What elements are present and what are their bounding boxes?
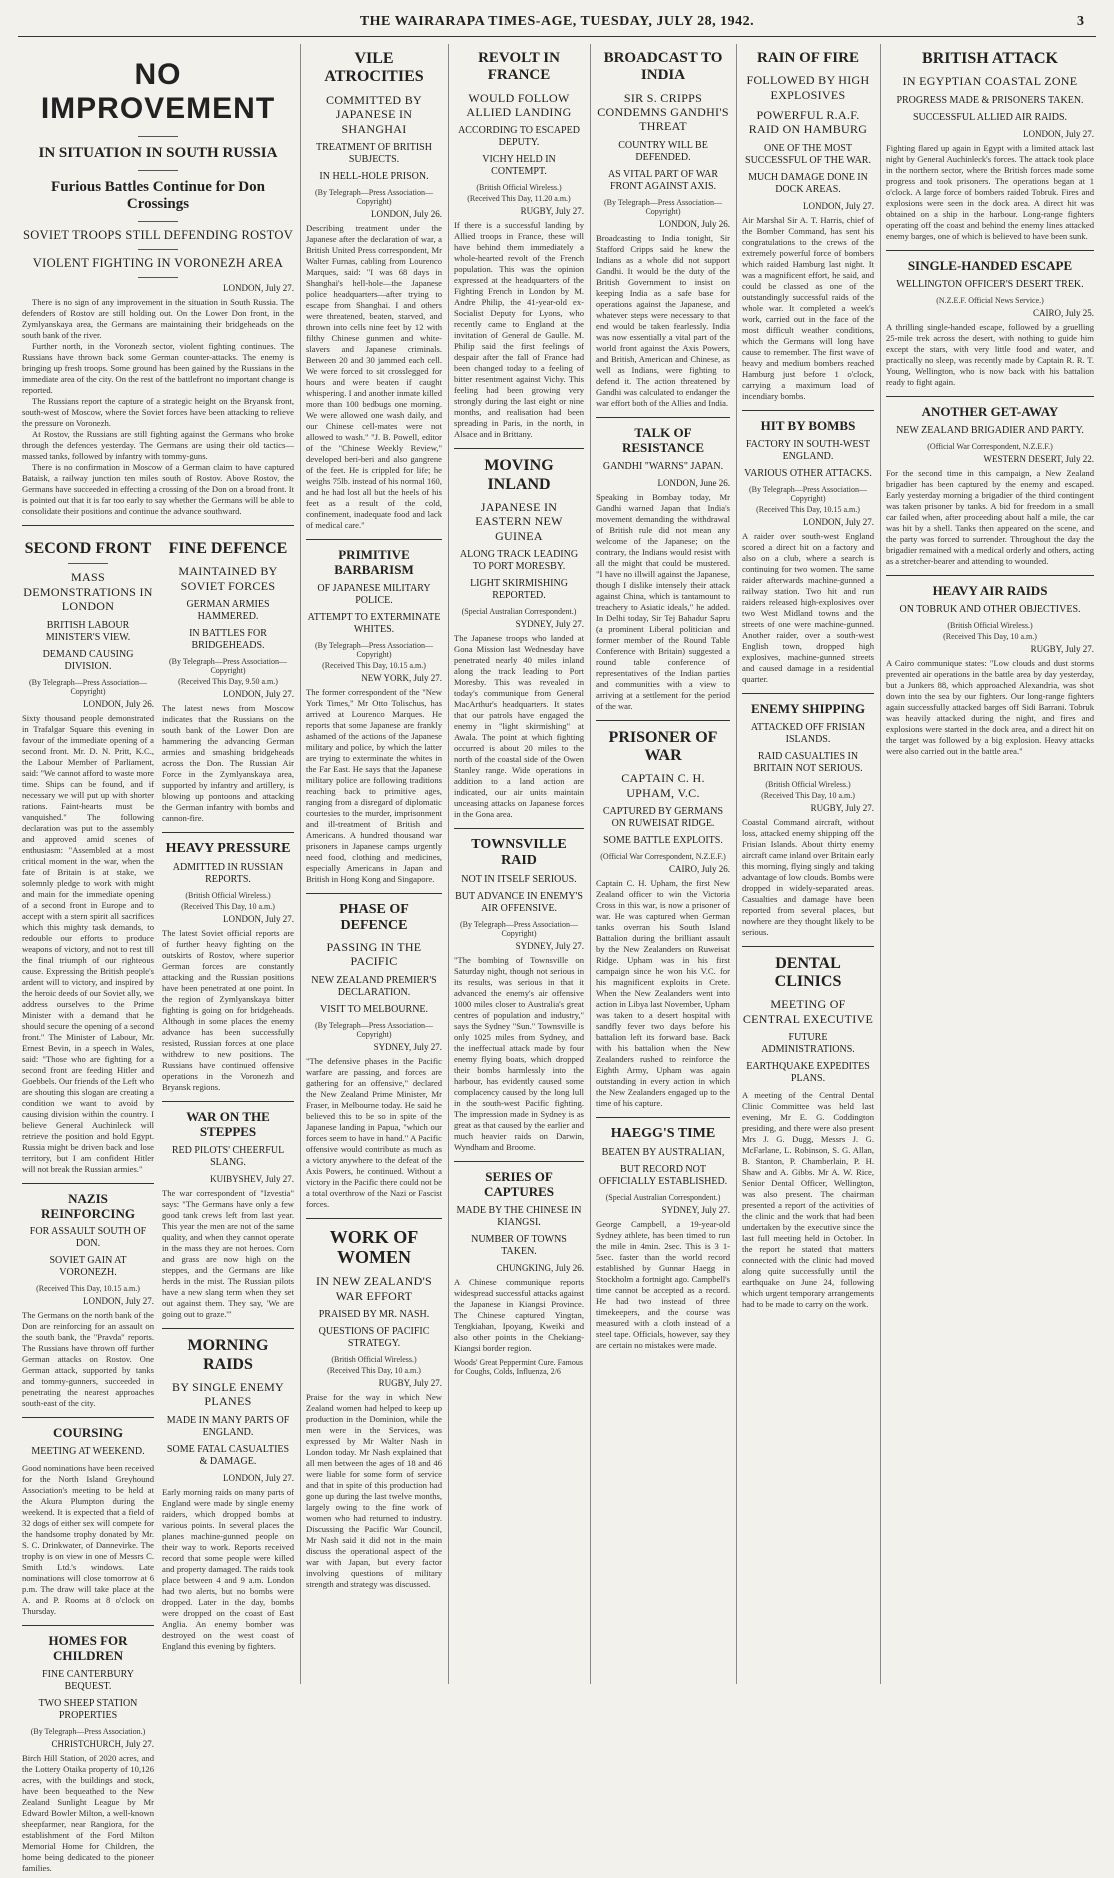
credit: (By Telegraph—Press Association—Copyright) [460,920,578,939]
headline-heavy-pressure: HEAVY PRESSURE [165,841,291,857]
article-body: Birch Hill Station, of 2020 acres, and the Lottery Otaika property of 10,126 acres, with the buildings and stock, have been bequeathed to the New Zealand Sunlight League by Mr Edward Bowler Milton, a well-known sheepfarmer, near Rangiora, for the establishment of the Ford Milton Memorial Home for Children, the home being dedicated to the pioneer families. [22,1753,154,1874]
divider [138,249,178,250]
dateline: SYDNEY, July 27. [373,1041,442,1052]
section-rule [742,410,874,411]
paragraph: At Rostov, the Russians are still fighting against the Germans who broke through the defences yesterday. The Germans are using their old tactics—massed tanks, followed by infantry with tommy-guns. [22,429,294,461]
section-rule [596,417,730,418]
dateline: SYDNEY, July 27. [661,1205,730,1216]
headline-primitive: PRIMITIVE BARBARISM [334,546,414,577]
credit: (By Telegraph—Press Association—Copyright) [315,1020,433,1039]
headline-moving-inland: MOVING INLAND [484,457,554,493]
subhead: MEETING OF CENTRAL EXECUTIVE [742,997,874,1026]
headline-rain-of-fire: RAIN OF FIRE [757,50,859,66]
dateline: LONDON, June 26. [657,477,730,488]
section-rule [162,1328,294,1329]
headline-fine-defence: FINE DEFENCE [168,540,288,557]
column-rule [736,44,737,1684]
subhead: VISIT TO MELBOURNE. [319,1003,429,1015]
headline-steppes: WAR ON THE STEPPES [186,1109,270,1140]
credit: (British Official Wireless.) [331,1354,417,1364]
subhead: FACTORY IN SOUTH-WEST ENGLAND. [745,438,871,462]
subhead: RED PILOTS' CHEERFUL SLANG. [171,1145,285,1169]
subhead: IN BATTLES FOR BRIDGEHEADS. [189,628,267,652]
divider [68,563,108,564]
column-rule [880,44,881,1684]
headline-second-front: SECOND FRONT [24,540,152,557]
dateline: LONDON, July 27. [1023,128,1094,139]
headline-heavy-air-raids: HEAVY AIR RAIDS [932,582,1048,598]
article-body: The latest Soviet official reports are of further heavy fighting on the outskirts of Rostov, where superior German forces are constantly attacking and the Russian positions have been penetrated at one point. In the region of Zymlyanskaya bitter fighting is going on for bridgeheads. Although in some places the enemy advance has been successfully resisted, Russian forces at one place withdrew to new positions. The Russians have continued offensive operations in the Voronezh and Bryansk regions. [162,928,294,1093]
headline-talk-of-resistance: TALK OF RESISTANCE [621,424,705,455]
headline-no-improvement: NO IMPROVEMENT [40,58,276,125]
section-rule [742,946,874,947]
divider [138,136,178,137]
section-rule [886,250,1094,251]
article-body: The Germans on the north bank of the Don are reinforcing for an assault on the south bank, the "Pravda" reports. The Russians have thrown off further German attacks on Rostov. One German attack, supported by tanks and tommy-gunners, succeeded in penetrating the nearest approaches south-east of the city. [22,1310,154,1409]
column-5 [596,44,730,1684]
section-rule [306,539,442,540]
subhead: VICHY HELD IN CONTEMPT. [482,154,556,178]
article-body: "The defensive phases in the Pacific warfare are passing, and forces are gathering for an offensive," declared the New Zealand Prime Minister, Mr Fraser, in Melbourne today. He said he believed this to be so in spite of the Japanese landing in Papua, "which our forces seem to have in hand." A Pacific offensive would contribute as much as a victory anywhere to the defeat of the Axis Powers, he continued. Without a victory in the Pacific there could not be a total overthrow of the Nazi or Fascist forces. [306,1055,442,1209]
subhead: POWERFUL R.A.F. RAID ON HAMBURG [748,108,868,137]
subhead: CAPTURED BY GERMANS ON RUWEISAT RIDGE. [602,806,724,830]
subhead: CAPTAIN C. H. UPHAM, V.C. [621,771,705,800]
dateline: LONDON, July 26. [659,218,730,229]
dateline: LONDON, July 26. [371,208,442,219]
subhead: QUESTIONS OF PACIFIC STRATEGY. [318,1325,430,1349]
dateline: SYDNEY, July 27. [515,619,584,630]
subhead: BUT RECORD NOT OFFICIALLY ESTABLISHED. [598,1164,728,1188]
credit: (By Telegraph—Press Association—Copyright) [315,187,433,206]
article-body: Captain C. H. Upham, the first New Zealand officer to win the Victoria Cross in this war, is now a prisoner of war. He was captured when German tanks overran his South Island Battalion during the brilliant assault by the New Zealanders on Ruweisat Ridge. Upham was in his first campaign since he won his V.C. for his magnificent exploits in Crete. When the New Zealanders went into action in Libya last November, Upham was taken to a desert hospital with sandfly fever two days before his battalion left its forward base. Back with his battalion when the New Zealanders rushed to reinforce the Eighth Army, Upham was again outstanding in every action in which the New Zealanders engaged up to the time of his capture. [596,878,730,1109]
headline-series-of-captures: SERIES OF CAPTURES [483,1169,555,1200]
article-body: George Campbell, a 19-year-old Sydney athlete, has been timed to run the mile in 4min. 2sec. This is 3 1-5sec. faster than the world record established by Gunnar Haegg in Stockholm a fortnight ago. Campbell's time cannot be accepted as a record. He had two instead of three timekeepers, and the course was measured with a cloth instead of a steel tape. Officials, however, say they are certain no mistakes were made. [596,1219,730,1351]
paragraph: There is no sign of any improvement in the situation in South Russia. The defenders of Rostov are still holding out. On the Lower Don front, in the Zymlyanskaya area, the Germans are maintaining their bridgeheads on the south bank of the river. [22,297,294,340]
subhead: JAPANESE IN EASTERN NEW GUINEA [475,500,563,543]
headline-townsville-raid: TOWNSVILLE RAID [471,837,567,869]
article-body: A thrilling single-handed escape, followed by a gruelling 25-mile trek across the desert, with nothing to guide him except the stars, with very little food and water, and practically no sleep, was recently made by Captain R. R. T. Young, Wellington, who is now back with his battalion ready to fight again. [886,321,1094,387]
column-6 [742,44,874,1684]
subhead: BUT ADVANCE IN ENEMY'S AIR OFFENSIVE. [455,891,583,915]
subhead: FOLLOWED BY HIGH EXPLOSIVES [746,73,870,102]
subhead: BY SINGLE ENEMY PLANES [171,1379,285,1409]
subhead: VARIOUS OTHER ATTACKS. [744,467,872,479]
subhead: MADE IN MANY PARTS OF ENGLAND. [166,1414,290,1438]
credit: (Received This Day, 10.15 a.m.) [756,504,860,514]
subhead: MAINTAINED BY SOVIET FORCES [178,564,278,593]
subhead: NEW ZEALAND PREMIER'S DECLARATION. [311,974,437,998]
column-rule [300,44,301,1684]
subhead: ON TOBRUK AND OTHER OBJECTIVES. [899,603,1081,615]
article-body [22,297,294,517]
dateline: RUGBY, July 27. [810,802,874,813]
credit: (Received This Day, 10 a.m.) [181,902,275,912]
subhead: MUCH DAMAGE DONE IN DOCK AREAS. [748,171,868,195]
dateline: LONDON, July 27. [803,516,874,527]
subhead: FINE CANTERBURY BEQUEST. [42,1669,134,1693]
subhead: Furious Battles Continue for Don Crossings [51,179,265,212]
headline-british-attack: BRITISH ATTACK [922,50,1058,67]
credit: (By Telegraph—Press Association—Copyright) [749,484,867,503]
dateline: SYDNEY, July 27. [515,941,584,952]
headline-prisoner-of-war: PRISONER OF WAR [608,728,718,764]
subhead: SOVIET TROOPS STILL DEFENDING ROSTOV [22,228,294,242]
subhead: MADE BY THE CHINESE IN KIANGSI. [456,1205,582,1229]
subhead: RAID CASUALTIES IN BRITAIN NOT SERIOUS. [753,750,863,774]
column-7 [886,44,1094,1684]
credit: (Special Australian Correspondent.) [461,607,577,617]
dateline: LONDON, July 27. [223,914,294,925]
subhead: SIR S. CRIPPS CONDEMNS GANDHI'S THREAT [597,90,729,134]
dateline: CAIRO, July 25. [1032,307,1094,318]
paragraph: Further north, in the Voronezh sector, violent fighting continues. The Russians have thrown back some German counter-attacks. The enemy is bringing up fresh troops. Some ground has been gained by the Russians in the immediate area of the city. On the rest of the battlefront no important change is reported. [22,341,294,395]
dateline: LONDON, July 27. [223,689,294,700]
subhead: ALONG TRACK LEADING TO PORT MORESBY. [459,549,579,573]
subhead: ACCORDING TO ESCAPED DEPUTY. [458,125,580,149]
dateline: LONDON, July 27. [803,200,874,211]
credit: (Received This Day, 10 a.m.) [761,790,855,800]
article-body: Coastal Command aircraft, without loss, attacked enemy shipping off the Frisian Islands. About thirty enemy aircraft came inland over Britain early this morning, flying singly and taking advantage of low clouds. Bombs were dropped in widely-separated areas. Casualties and damage have been reported from several places, but nowhere are they thought likely to be serious. [742,816,874,937]
dateline: WESTERN DESERT, July 22. [983,453,1094,464]
article-body: The latest news from Moscow indicates that the Russians on the south bank of the Lower Don are hammering the advancing German armies and smashing bridgeheads across the Don. The Russian Air Force in the Zymlyanskaya area, supported by infantry and artillery, is blowing up pontoons and attacking the German infantry with bombs and cannon-fire. [162,703,294,824]
column-rule [590,44,591,1684]
article-body: The Japanese troops who landed at Gona Mission last Wednesday have penetrated nearly 40 miles inland along the track leading to Port Moresby. This was revealed in today's communique from General MacArthur's headquarters. It states that our patrols have engaged the enemy in "light skirmishing" at Awala. The point at which fighting occurred is about 20 miles to the north of the coastal side of the Owen Stanley range. Wide operations in addition to a land action are indicated, our air units maintain unceasing attacks on Japanese forces in the Gona area. [454,633,584,820]
credit: (Official War Correspondent, N.Z.E.F.) [927,441,1053,451]
section-rule [22,1625,154,1626]
credit: (By Telegraph—Press Association—Copyright) [169,657,287,676]
headline-coursing: COURSING [52,1425,124,1441]
section-rule [596,720,730,721]
article-body: Praise for the way in which New Zealand women had helped to keep up production in the Dominion, while the men were in the Services, was expressed by Mr Walter Nash in London today. Mr Nash explained that all men between the ages of 18 and 46 were liable for some form of service and that in spite of this production had gone up during the last twelve months, largely owing to the fine work of women who had returned to industry. Discussing the Pacific War Council, Mr Nash said it did not in the main discuss the operational aspect of the war with Japan, but every factor involving questions of military strength and strategy was discussed. [306,1391,442,1589]
subhead: GANDHI "WARNS" JAPAN. [602,460,724,472]
headline-homes: HOMES FOR CHILDREN [48,1633,128,1664]
subhead: TWO SHEEP STATION PROPERTIES [38,1698,138,1722]
dateline: CHUNGKING, July 26. [496,1263,584,1274]
headline-dental-clinics: DENTAL CLINICS [774,954,842,991]
section-rule [162,832,294,833]
article-body: The war correspondent of "Izvestia" says: "The Germans have only a few good tank crews left from last year. This year the men are not of the same quality, and when they cannot operate in the mass they are not heroes. Corn and grass are now high on the steppes, and the Germans are like herds in the mist. The Russian pilots have a new slang term when they set out against them. They say, 'We are going out to graze.'" [162,1188,294,1320]
subhead: GERMAN ARMIES HAMMERED. [186,599,270,623]
dateline: LONDON, July 27. [223,283,294,293]
subhead: EARTHQUAKE EXPEDITES PLANS. [746,1061,870,1085]
headline-enemy-shipping: ENEMY SHIPPING [751,700,865,716]
subhead: TREATMENT OF BRITISH SUBJECTS. [316,141,432,165]
subhead: NEW ZEALAND BRIGADIER AND PARTY. [896,424,1084,436]
subhead: SOME BATTLE EXPLOITS. [603,835,723,847]
subhead: MASS DEMONSTRATIONS IN LONDON [23,570,153,614]
dateline: LONDON, July 27. [223,1472,294,1483]
credit: (By Telegraph—Press Association.) [30,1727,146,1737]
subhead: IN EGYPTIAN COASTAL ZONE [902,74,1078,89]
credit: (Official War Correspondent, N.Z.E.F.) [600,852,726,862]
subhead: IN NEW ZEALAND'S WAR EFFORT [315,1274,433,1303]
lower-left-subcolumns [22,534,294,1878]
subhead: FOR ASSAULT SOUTH OF DON. [29,1226,147,1250]
article-body: A raider over south-west England scored a direct hit on a factory and also on a club, where a search is continuing for two women. The same raider afterwards machine-gunned a railway station. Two hit and run raiders released high-explosives over two West Midland towns and the streets of one were machine-gunned. Another raider, over a south-west English town, dropped high explosives, machine-gunned streets and caused damage in a residential quarter. [742,530,874,684]
article-body: If there is a successful landing by Allied troops in France, these will have behind them immediately a whole-hearted revolt of the French population. This was the opinion expressed at the headquarters of the Fighting French in London by M. Andre Philip, the 41-year-old ex-Socialist Deputy for Lyons, who recently came to England at the invitation of General de Gaulle. M. Philip said the first feelings of despair after the fall of France had been changed today to a feeling of bitter resentment against Vichy. This feeling had been growing very strongly during the last eight or nine months, and realisation had been spreading in Paris, in the north, in Alsace and in Brittany. [454,220,584,440]
dateline: LONDON, July 26. [83,698,154,709]
subhead: WOULD FOLLOW ALLIED LANDING [466,90,572,119]
subhead: SUCCESSFUL ALLIED AIR RAIDS. [912,111,1068,123]
article-body: For the second time in this campaign, a New Zealand brigadier has been captured by the enemy and escaped. Early yesterday morning a brigadier of the third contingent was taken prisoner by tanks. A bid for freedom in a small car failed when, after proceeding about half a mile, the car was hit by a shell. Tanks then appeared on the scene, and the party was forced to surrender. Throughout the day the brigadier remained with a medical orderly and others, acting as a stretcher-bearer and attending to wounded. [886,467,1094,566]
section-rule [454,1161,584,1162]
headline-phase-of-defence: PHASE OF DEFENCE [339,901,409,933]
subcolumn-a [22,534,154,1878]
article-body: Speaking in Bombay today, Mr Gandhi warned Japan that India's movement demanding the withdrawal of British rule did not mean any welcome of the Japanese; on the contrary, the Indians would resist with all the might that could be mustered. "I have no illwill against the Japanese, though I dislike intensely their attack against China, which is tantamount to treachery to Asiatic ideals," he added. In Delhi today, Sir Tej Bahadur Sapru (a prominent Liberal politician and former member of the Round Table Conference with Britain) suggested a round table conference of representatives of the Indian parties and communities with a view to arriving at a settlement for the period of the war. [596,491,730,711]
section-rule [22,525,294,526]
article-body: Describing treatment under the Japanese after the declaration of war, a British United Press correspondent, Mr Walter Furnas, cabling from Lourenco Marques, said: "I was 68 days in Shanghai's hell-hole—the Japanese police headquarters—after trying to escape from Shanghai. I and others were threatened, beaten, starved, and thrown into cells nine feet by 12 with filthy Chinese gunmen and white-slavers and Japanese criminals. Between 20 and 30 jammed each cell. We were forced to sit crosslegged for hours and were beaten if caught whispering. I and another inmate killed more than 100 bedbugs one morning. We were allowed one wash daily, and our Chinese cell-mates were not allowed to wash." "J. B. Powell, editor of the "Chinese Weekly Review," developed beri-beri and also gangrene of the feet. He is crippled for life; he weighs 75lb. instead of his normal 160, and he had lost all but the heels of his feet as a result of the cold, confinement, inadequate food and lack of medical care." [306,222,442,530]
subhead: NOT IN ITSELF SERIOUS. [461,874,577,886]
section-rule [886,396,1094,397]
section-rule [886,575,1094,576]
advertisement: Woods' Great Peppermint Cure. Famous for Coughs, Colds, Influenza, 2/6 [454,1358,583,1377]
headline-broadcast-to-india: BROADCAST TO INDIA [603,50,723,84]
subhead: ATTACKED OFF FRISIAN ISLANDS. [750,721,866,745]
divider [138,277,178,278]
page-number: 3 [1077,14,1084,29]
section-rule [162,1101,294,1102]
credit: (British Official Wireless.) [947,620,1033,630]
section-rule [22,1183,154,1184]
credit: (British Official Wireless.) [476,183,562,193]
dateline: KUIBYSHEV, July 27. [210,1174,294,1185]
subcolumn-b [162,534,294,1878]
subhead: VIOLENT FIGHTING IN VORONEZH AREA [32,256,284,270]
dateline: NEW YORK, July 27. [361,672,442,683]
credit: (British Official Wireless.) [185,891,271,901]
article-body: A Cairo communique states: "Low clouds and dust storms prevented air operations in the battle area by day yesterday, but a Junkers 88, which approached Alexandria, was shot down into the sea by our fighters. Our long-range fighters again successfully attacked barges off Sidi Barrani. Tobruk was heavily attacked during the night, and fires and explosions were started in the dock area, and a direct hit on the target was followed by a big explosion. Heavy attacks were also carried out in the battle area." [886,657,1094,756]
article-body: The former correspondent of the "New York Times," Mr Otto Tolischus, has arrived at Lourenco Marques. He reports that some Japanese are frankly ashamed of the actions of the Japanese military and police, by which the latter are trying to exterminate the whites in the Far East. He says that the Japanese military police are following traditions reaching back to primitive ages, ranging from a disregard of diplomatic courtesies to the murder, imprisonment and ill-treatment of British and Americans. A hundred thousand war prisoners in Japanese camps urgently need food, clothing and medicines, especially Americans in Japan and British in Hong Kong and Singapore. [306,686,442,884]
headline-single-handed-escape: SINGLE-HANDED ESCAPE [907,257,1073,273]
subhead: PASSING IN THE PACIFIC [326,940,422,969]
masthead-rule [18,36,1096,37]
subhead: OF JAPANESE MILITARY POLICE. [317,582,431,606]
subhead: WELLINGTON OFFICER'S DESERT TREK. [896,278,1084,290]
dateline: RUGBY, July 27. [1030,643,1094,654]
headline-morning-raids: MORNING RAIDS [187,1337,269,1373]
section-rule [454,448,584,449]
article-body: A meeting of the Central Dental Clinic Committee was held last evening, Mr E. G. Coddington presiding, and there were also present Mrs J. G. Dugg, Messrs J. G. McFarlane, L. Robinson, S. G. Allan, B. Stanton, P. Chamberlain, P. H. Shaw and A. Gibbs. Mr A. W. Rice, Senior Dental Officer, Wellington, was also present. The chairman presented a report of the activities of the clinic and the work that had been undertaken by the executive since the last full meeting held in October. In the report he stated that matters connected with the clinic had moved along quite successfully until the earthquake on June 24, following which urgent temporary arrangements had to be made to carry on the work. [742,1090,874,1310]
article-body: Fighting flared up again in Egypt with a limited attack last night by General Auchinleck's forces. The attack took place in the northern sector, where the British forces made some progress and took prisoners. The operations began at 1 o'clock. A large force of bombers raided Tobruk. Fires and explosions were seen in the dock area. A direct hit was obtained on a ship in the harbour. Long-range fighters operating off the coast and behind the enemy lines attacked enemy barges, one of which is believed to have been sunk. [886,142,1094,241]
section-rule [306,1218,442,1219]
subhead: MEETING AT WEEKEND. [31,1446,145,1458]
subhead: IN SITUATION IN SOUTH RUSSIA [38,145,278,161]
section-rule [742,693,874,694]
article-body: A Chinese communique reports widespread successful attacks against the Japanese in Kiangsi Province. The Chinese captured Yingtan, Tengkiahan, Ipoyang, Kweiki and also other points in the Chekiang-Kiangsi border region. [454,1277,584,1354]
article-body: Good nominations have been received for the North Island Greyhound Association's meeting to be held at the Akura Plumpton during the weekend. It is expected that a field of 32 dogs of either sex will compete for the handsome trophy donated by Mr. S. C. Drinkwater, of Dannevirke. The trophy is on view in one of Messrs C. Smith Ltd.'s windows. Late nominations will close tomorrow at 6 p.m. The draw will take place at the A. and P. Rooms at 8 o'clock on Thursday. [22,1463,154,1617]
subhead: SOME FATAL CASUALTIES & DAMAGE. [166,1443,290,1467]
credit: (Received This Day, 10 a.m.) [327,1365,421,1375]
credit: (Received This Day, 10.15 a.m.) [322,660,426,670]
section-rule [596,1117,730,1118]
headline-haeggs-time: HAEGG'S TIME [610,1126,716,1142]
column-4 [454,44,584,1684]
column-rule [448,44,449,1684]
credit: (N.Z.E.F. Official News Service.) [936,295,1044,305]
credit: (British Official Wireless.) [765,779,851,789]
section-rule [306,893,442,894]
subhead: COMMITTED BY JAPANESE IN SHANGHAI [326,92,422,136]
article-body: "The bombing of Townsville on Saturday night, though not serious in its results, was serious in that it advanced the enemy's air offensive 1000 miles closer to Australia's great centres of population and industry," says the Sydney "Sun." Townsville is only 1025 miles from Sydney, and the ineffectual attack made by four enemy flying boats, which dropped their bombs harmlessly into the harbour, has evidently caused some complacency caused by the long lull in the south-west Pacific fighting. The impression made in Sydney is as great as that caused by the earlier and much heavier raids on Darwin, Wyndham and Broome. [454,955,584,1153]
credit: (Received This Day, 10 a.m.) [943,631,1037,641]
dateline: CHRISTCHURCH, July 27. [51,1739,154,1750]
subhead: ONE OF THE MOST SUCCESSFUL OF THE WAR. [745,142,871,166]
subhead: ATTEMPT TO EXTERMINATE WHITES. [307,611,441,635]
divider [138,170,178,171]
headline-revolt-in-france: REVOLT IN FRANCE [478,50,560,84]
subhead: PRAISED BY MR. NASH. [318,1308,430,1320]
article-body: Early morning raids on many parts of England were made by single enemy raiders, which dropped bombs at various points. In several places the planes machine-gunned people on their way to work. Reports received record that some people were killed and property damaged. The raids took place between 4 and 9 a.m. London had two alerts, but no bombs were dropped. Later in the day, bombs were dropped on the coast of East Anglia. An enemy bomber was destroyed on the west coast of England this evening by fighters. [162,1486,294,1651]
subhead: AS VITAL PART OF WAR FRONT AGAINST AXIS. [607,168,719,192]
article-body: Air Marshal Sir A. T. Harris, chief of the Bomber Command, has sent his congratulations to the crews of the extremely powerful force of bombers which raided Hamburg last night. It was a magnificent effort, he said, and could be classed as one of the outstandingly successful raids of the whole war. It completed a week's work, carried out in the face of the most difficult weather conditions, which the Germans will long have cause to remember. The first wave of heavy and medium bombers reached Hamburg just before 1 o'clock, carrying a maximum load of incendiary bombs. [742,214,874,401]
column-left [22,44,294,1874]
subhead: IN HELL-HOLE PRISON. [319,170,429,182]
subhead: BEATEN BY AUSTRALIAN, [601,1147,725,1159]
subhead: SOVIET GAIN AT VORONEZH. [49,1255,127,1279]
credit: (Received This Day, 11.20 a.m.) [467,194,571,204]
subhead: COUNTRY WILL BE DEFENDED. [618,139,708,163]
article-body: Broadcasting to India tonight, Sir Stafford Cripps said he knew the Indians as a whole did not support Gandhi. It would be the duty of the British Government to insist on keeping India as a safe base for operations against the Japanese, and whatever steps were necessary to that end would be taken fearlessly. India was now essentially a vital part of the world front against the Axis Powers, and British, American and Chinese, as well as Indians, were fighting to defend it. The action threatened by Gandhi was calculated to endanger the war effort both of the Allies and India. [596,232,730,408]
column-3 [306,44,442,1684]
subhead: NUMBER OF TOWNS TAKEN. [471,1234,567,1258]
masthead-title: THE WAIRARAPA TIMES-AGE, TUESDAY, JULY 28, 1942. [359,14,755,29]
credit: (By Telegraph—Press Association—Copyright) [315,640,433,659]
credit: (Received This Day, 10.15 a.m.) [36,1284,140,1294]
credit: (By Telegraph—Press Association—Copyright) [604,197,722,216]
section-rule [454,828,584,829]
subhead: FUTURE ADMINISTRATIONS. [761,1032,855,1056]
subhead: PROGRESS MADE & PRISONERS TAKEN. [896,94,1084,106]
masthead [0,14,1114,34]
subhead: ADMITTED IN RUSSIAN REPORTS. [172,862,284,886]
headline-vile-atrocities: VILE ATROCITIES [324,50,424,86]
headline-nazis: NAZIS REINFORCING [41,1190,135,1221]
subhead: DEMAND CAUSING DIVISION. [42,648,134,672]
divider [138,221,178,222]
paragraph: There is no confirmation in Moscow of a German claim to have captured Bataisk, a railway junction ten miles south of Rostov. Above Rostov, the Germans have succeeded in effecting a crossing of the Don on a broad front. It is pointed out that it is far too early to say whether the Germans will be able to consolidate their positions and continue the advance southward. [22,462,294,516]
headline-another-get-away: ANOTHER GET-AWAY [921,403,1059,419]
dateline: LONDON, July 27. [83,1296,154,1307]
headline-work-of-women: WORK OF WOMEN [329,1226,419,1268]
headline-hit-by-bombs: HIT BY BOMBS [760,417,856,433]
subhead: LIGHT SKIRMISHING REPORTED. [470,578,568,602]
dateline: CAIRO, July 26. [668,864,730,875]
article-body: Sixty thousand people demonstrated in Trafalgar Square this evening in favour of the immediate opening of a second front. Mr. D. N. Pritt, K.C., the Labour Member of Parliament, said: "We cannot afford to waste more time. Ships can be found, and if necessary we will put up with shorter rations. Faint-hearts must be vanquished." The following declaration was put to the assembly and approved amid scenes of enthusiasm: "Assembled at a most critical moment in the war, when the fate of Britain is at stake, we solemnly pledge to work with might and main for the immediate opening of a second front in Europe and to accept with a stern spirit all sacrifices which this mighty task demands, to redouble our efforts to produce weapons of victory, and not to rest till the final triumph of our righteous cause. Expressing the British people's ardent will to victory, and inspired by the heroic deeds of our Soviet ally, we address ourselves to the Prime Minister with a demand that he should secure the opening of a second front." The Minister of Labour, Mr. Ernest Bevin, in a speech in Wales, said: "Those who are fighting for a second front are feeding Hitler and Goebbels. Our friends of the Left who are shouting this slogan are creating a condition we want to avoid by causing division within the country. I believe General Auchinleck will retrieve the position and hold Egypt. Russia might be driven back and lose territory, but I am confident Hitler will not break the Russian armies." [22,712,154,1174]
subhead: BRITISH LABOUR MINISTER'S VIEW. [45,619,131,643]
section-rule [22,1417,154,1418]
credit: (Received This Day, 9.50 a.m.) [178,677,278,687]
dateline: RUGBY, July 27. [378,1377,442,1388]
credit: (Special Australian Correspondent.) [605,1193,721,1203]
paragraph: The Russians report the capture of a strategic height on the Bryansk front, south-west of Moscow, where the Soviet forces have been attacking to relieve the pressure on Voronezh. [22,396,294,428]
dateline: RUGBY, July 27. [520,206,584,217]
credit: (By Telegraph—Press Association—Copyright) [29,677,147,696]
